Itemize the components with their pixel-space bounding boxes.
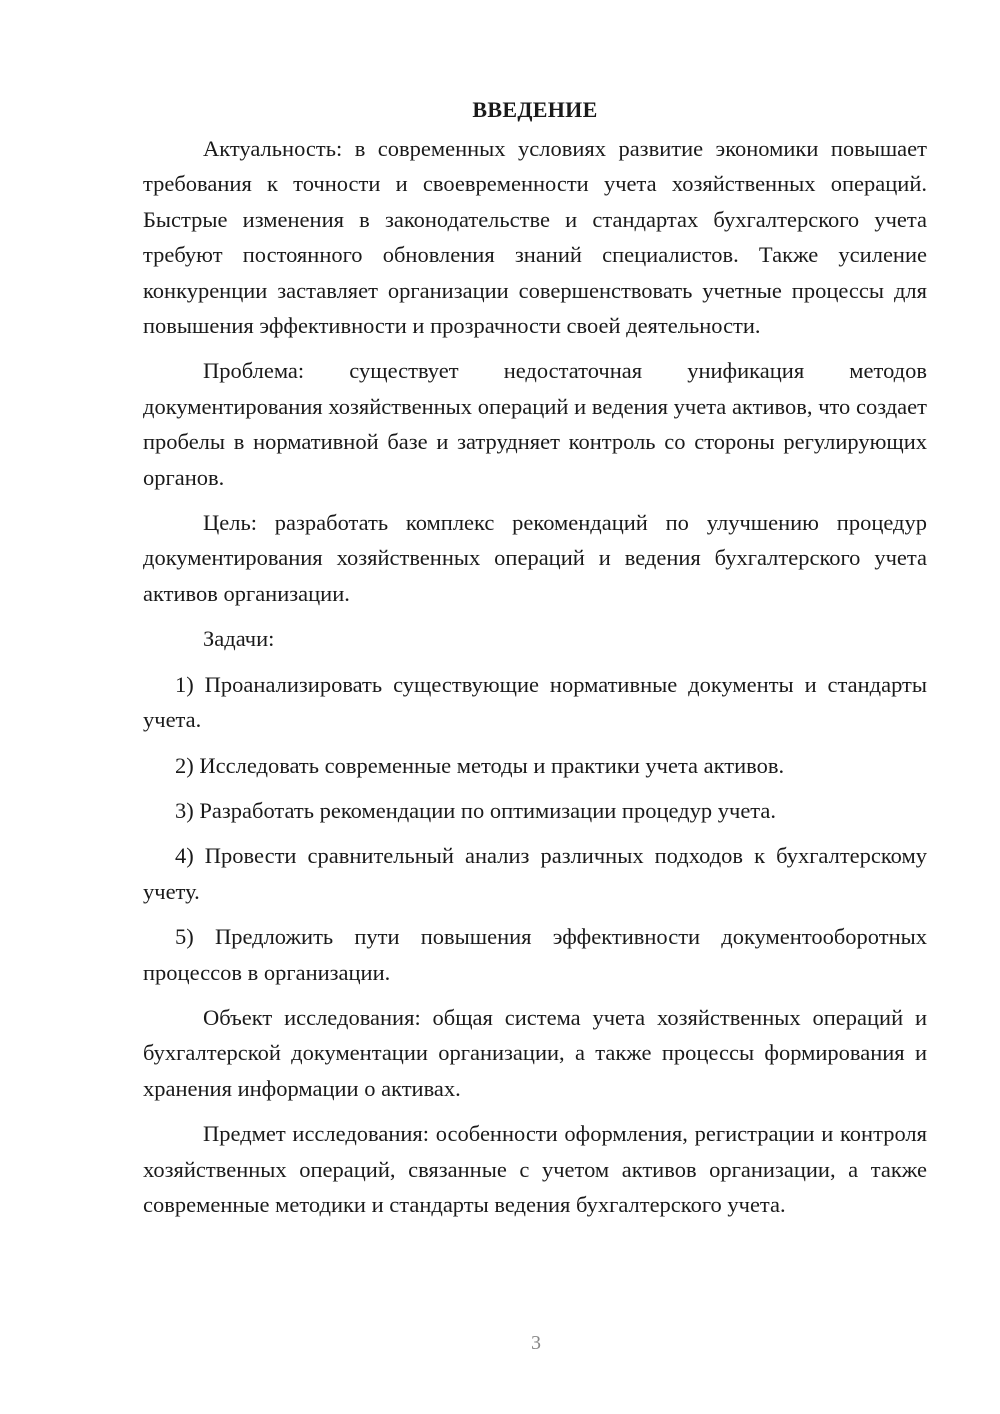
task-item-3: 3) Разработать рекомендации по оптимизации процедур учета. bbox=[175, 797, 777, 823]
task-item-5: 5) Предложить пути повышения эффективности документооборотных процессов в организации. bbox=[143, 924, 927, 985]
task-item-2: 2) Исследовать современные методы и практики учета активов. bbox=[175, 752, 785, 778]
document-page bbox=[143, 95, 927, 1232]
problem-paragraph: Проблема: существует недостаточная унификация методов документирования хозяйственных операций и ведения учета активов, что создает пробелы в нормативной базе и затрудняет контроль со стороны регулирующих органов. bbox=[143, 358, 927, 490]
section-title: ВВЕДЕНИЕ bbox=[472, 97, 598, 122]
goal-paragraph: Цель: разработать комплекс рекомендаций по улучшению процедур документирования хозяйственных операций и ведения бухгалтерского учета активов организации. bbox=[143, 510, 927, 606]
object-paragraph: Объект исследования: общая система учета хозяйственных операций и бухгалтерской документации организации, а также процессы формирования и хранения информации о активах. bbox=[143, 1004, 927, 1101]
relevance-paragraph: Актуальность: в современных условиях развитие экономики повышает требования к точности и своевременности учета хозяйственных операций. Быстрые изменения в законодательстве и стандартах бухгалтерского учета требуют постоянного обновления знаний специалистов. Также усиление конкуренции заставляет организации совершенствовать учетные процессы для повышения эффективности и прозрачности своей деятельности. bbox=[143, 136, 927, 339]
tasks-label: Задачи: bbox=[203, 626, 275, 652]
subject-paragraph: Предмет исследования: особенности оформления, регистрации и контроля хозяйственных операций, связанные с учетом активов организации, а также современные методики и стандарты ведения бухгалтерского учета. bbox=[143, 1121, 927, 1217]
task-item-4: 4) Провести сравнительный анализ различных подходов к бухгалтерскому учету. bbox=[143, 843, 927, 904]
task-item-1: 1) Проанализировать существующие нормативные документы и стандарты учета. bbox=[143, 671, 927, 733]
page-number: 3 bbox=[531, 1332, 541, 1354]
